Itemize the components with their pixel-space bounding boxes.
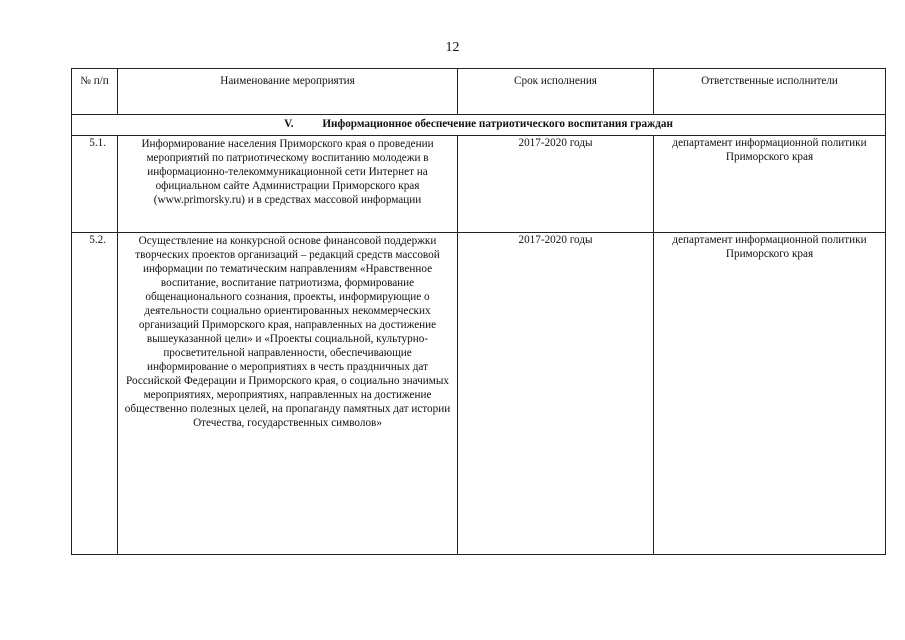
section-number: V. — [284, 118, 294, 130]
row-term: 2017-2020 годы — [458, 233, 654, 555]
header-name: Наименование мероприятия — [118, 69, 458, 115]
table-row — [72, 136, 886, 233]
section-heading — [72, 115, 886, 136]
table-row — [72, 233, 886, 555]
row-event-name — [118, 233, 458, 555]
header-num: № п/п — [72, 69, 118, 115]
header-responsible: Ответственные исполнители — [654, 69, 886, 115]
row-event-name — [118, 136, 458, 233]
section-title: Информационное обеспечение патриотического воспитания граждан — [322, 118, 673, 130]
row-event-name-text: Осуществление на конкурсной основе финансовой поддержки творческих проектов организаций – редакций средств массовой информации по тематическим направлениям «Нравственное воспитание, воспитание патриотизма, формирование общенационального сознания, проекты, информирующие о деятельности социально ориентированных некоммерческих организаций Приморского края, направленных на достижение вышеуказанной цели» и «Проекты социальной, культурно-просветительной направленности, обеспечивающие информирование о мероприятиях в честь праздничных дат Российской Федерации и Приморского края, о социально значимых мероприятиях, мероприятиях, направленных на достижение общественно полезных целей, на пропаганду памятных дат истории Отечества, государственных символов» — [124, 235, 451, 429]
events-table — [71, 68, 886, 555]
row-responsible: департамент информационной политики Приморского края — [654, 233, 886, 555]
header-term: Срок исполнения — [458, 69, 654, 115]
table-header-row — [72, 69, 886, 115]
row-number: 5.1. — [72, 136, 118, 233]
row-responsible: департамент информационной политики Приморского края — [654, 136, 886, 233]
page-number: 12 — [445, 40, 460, 55]
row-term: 2017-2020 годы — [458, 136, 654, 233]
section-row — [72, 115, 886, 136]
row-event-name-text: Информирование населения Приморского края о проведении мероприятий по патриотическому воспитанию молодежи в информационно-телекоммуникационной сети Интернет на официальном сайте Администрации Приморского края (www.primorsky.ru) и в средствах массовой информации — [141, 138, 434, 206]
row-number: 5.2. — [72, 233, 118, 555]
